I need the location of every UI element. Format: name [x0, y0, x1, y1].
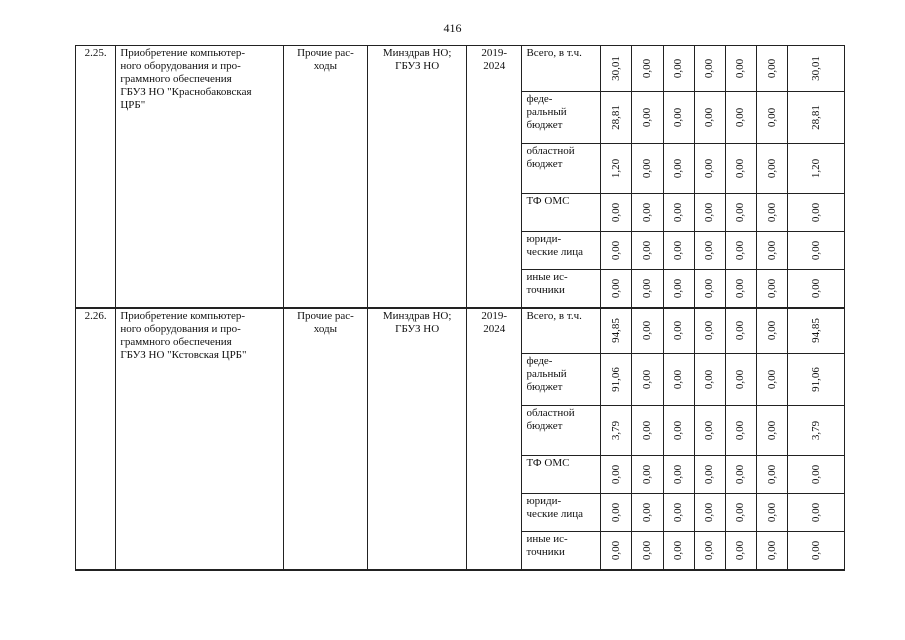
- value-text: 0,00: [809, 278, 822, 298]
- value-cell: [788, 406, 845, 456]
- value-cell: [757, 354, 788, 406]
- value-cell: [694, 270, 725, 308]
- value-text: 0,00: [703, 464, 716, 485]
- value-text: 0,00: [809, 540, 822, 560]
- value-cell: [663, 532, 694, 570]
- value-cell: [726, 494, 757, 532]
- value-text: 0,00: [609, 540, 622, 560]
- value-text: 3,79: [609, 420, 622, 441]
- funding-source: иные ис- точники: [522, 532, 601, 570]
- funding-source: феде- ральный бюджет: [522, 92, 601, 144]
- value-text: 0,00: [734, 321, 747, 341]
- value-text: 28,81: [609, 105, 622, 130]
- value-cell: [726, 270, 757, 308]
- item-name: Приобретение компьютер- ного оборудования и про- граммного обеспечения ГБУЗ НО "Краснобаковская ЦРБ": [116, 46, 283, 308]
- value-cell: [694, 92, 725, 144]
- funding-source: юриди- ческие лица: [522, 232, 601, 270]
- value-cell: [663, 92, 694, 144]
- value-text: 0,00: [640, 278, 653, 298]
- value-text: 0,00: [734, 58, 747, 79]
- value-cell: [663, 144, 694, 194]
- value-cell: [632, 270, 663, 308]
- value-text: 28,81: [809, 105, 822, 130]
- value-cell: [601, 194, 632, 232]
- value-cell: [694, 406, 725, 456]
- value-text: 0,00: [703, 540, 716, 560]
- value-cell: [694, 532, 725, 570]
- value-cell: [601, 532, 632, 570]
- value-cell: [726, 232, 757, 270]
- value-text: 0,00: [703, 158, 716, 179]
- value-text: 0,00: [765, 58, 778, 79]
- value-cell: [726, 144, 757, 194]
- value-cell: [663, 232, 694, 270]
- funding-source: областной бюджет: [522, 144, 601, 194]
- funding-source: областной бюджет: [522, 406, 601, 456]
- value-text: 0,00: [703, 502, 716, 523]
- value-cell: [757, 232, 788, 270]
- value-cell: [757, 532, 788, 570]
- value-text: 0,00: [703, 107, 716, 128]
- funding-source: Всего, в т.ч.: [522, 46, 601, 92]
- executor: Минздрав НО; ГБУЗ НО: [368, 46, 467, 308]
- value-text: 0,00: [703, 58, 716, 79]
- item-name: Приобретение компьютер- ного оборудования и про- граммного обеспечения ГБУЗ НО "Кстовская ЦРБ": [116, 308, 283, 570]
- value-cell: [694, 46, 725, 92]
- value-text: 0,00: [640, 464, 653, 485]
- value-text: 0,00: [703, 420, 716, 441]
- value-cell: [601, 494, 632, 532]
- value-text: 0,00: [640, 240, 653, 261]
- value-text: 0,00: [640, 369, 653, 390]
- value-text: 0,00: [672, 369, 685, 390]
- value-cell: [694, 308, 725, 354]
- value-cell: [694, 494, 725, 532]
- funding-source: Всего, в т.ч.: [522, 308, 601, 354]
- value-text: 0,00: [703, 321, 716, 341]
- value-text: 0,00: [640, 321, 653, 341]
- value-text: 1,20: [809, 158, 822, 179]
- value-text: 0,00: [734, 502, 747, 523]
- value-cell: [694, 354, 725, 406]
- value-text: 94,85: [809, 318, 822, 344]
- value-cell: [788, 92, 845, 144]
- value-cell: [726, 308, 757, 354]
- value-text: 0,00: [703, 202, 716, 223]
- value-text: 0,00: [703, 240, 716, 261]
- value-cell: [632, 354, 663, 406]
- value-text: 0,00: [672, 107, 685, 128]
- value-cell: [632, 194, 663, 232]
- period: 2019- 2024: [467, 46, 522, 308]
- value-cell: [601, 354, 632, 406]
- value-cell: [726, 46, 757, 92]
- value-text: 0,00: [809, 202, 822, 223]
- value-text: 0,00: [672, 202, 685, 223]
- value-text: 0,00: [609, 502, 622, 523]
- value-text: 0,00: [703, 278, 716, 298]
- value-text: 91,06: [609, 367, 622, 392]
- value-cell: [788, 456, 845, 494]
- value-text: 0,00: [809, 464, 822, 485]
- value-text: 0,00: [765, 240, 778, 261]
- value-text: 0,00: [672, 502, 685, 523]
- value-cell: [601, 456, 632, 494]
- value-cell: [663, 194, 694, 232]
- budget-table: [75, 45, 845, 571]
- value-cell: [757, 270, 788, 308]
- funding-source: ТФ ОМС: [522, 456, 601, 494]
- table-row: [76, 46, 845, 92]
- value-text: 0,00: [640, 158, 653, 179]
- value-text: 1,20: [609, 158, 622, 179]
- value-text: 0,00: [640, 202, 653, 223]
- item-number: 2.26.: [76, 308, 116, 570]
- value-cell: [726, 354, 757, 406]
- value-cell: [601, 406, 632, 456]
- value-cell: [788, 46, 845, 92]
- value-text: 0,00: [765, 107, 778, 128]
- value-cell: [726, 456, 757, 494]
- item-number: 2.25.: [76, 46, 116, 308]
- value-cell: [726, 92, 757, 144]
- value-cell: [757, 494, 788, 532]
- expense-type: Прочие рас- ходы: [283, 46, 368, 308]
- value-cell: [601, 92, 632, 144]
- value-cell: [601, 270, 632, 308]
- value-cell: [788, 194, 845, 232]
- value-cell: [663, 308, 694, 354]
- value-text: 0,00: [765, 321, 778, 341]
- value-cell: [757, 308, 788, 354]
- value-cell: [788, 354, 845, 406]
- value-cell: [757, 456, 788, 494]
- value-cell: [663, 354, 694, 406]
- value-cell: [601, 46, 632, 92]
- table-row: [76, 308, 845, 354]
- value-text: 0,00: [672, 464, 685, 485]
- value-cell: [632, 144, 663, 194]
- value-cell: [788, 144, 845, 194]
- value-text: 0,00: [765, 202, 778, 223]
- executor: Минздрав НО; ГБУЗ НО: [368, 308, 467, 570]
- value-text: 30,01: [609, 56, 622, 81]
- value-text: 0,00: [765, 502, 778, 523]
- value-cell: [663, 456, 694, 494]
- value-cell: [757, 46, 788, 92]
- value-cell: [726, 194, 757, 232]
- value-cell: [788, 532, 845, 570]
- value-cell: [788, 494, 845, 532]
- value-text: 0,00: [765, 278, 778, 298]
- value-text: 30,01: [809, 56, 822, 81]
- value-cell: [694, 144, 725, 194]
- value-cell: [757, 194, 788, 232]
- value-text: 0,00: [672, 240, 685, 261]
- value-text: 0,00: [765, 464, 778, 485]
- value-cell: [601, 232, 632, 270]
- value-text: 3,79: [809, 420, 822, 441]
- value-cell: [632, 92, 663, 144]
- expense-type: Прочие рас- ходы: [283, 308, 368, 570]
- value-cell: [632, 46, 663, 92]
- value-cell: [694, 456, 725, 494]
- value-cell: [726, 406, 757, 456]
- funding-source: иные ис- точники: [522, 270, 601, 308]
- value-text: 0,00: [609, 240, 622, 261]
- value-text: 0,00: [734, 107, 747, 128]
- value-cell: [632, 494, 663, 532]
- value-text: 0,00: [809, 502, 822, 523]
- value-cell: [757, 406, 788, 456]
- funding-source: ТФ ОМС: [522, 194, 601, 232]
- value-text: 0,00: [640, 420, 653, 441]
- value-text: 0,00: [672, 278, 685, 298]
- value-text: 0,00: [765, 540, 778, 560]
- value-cell: [788, 270, 845, 308]
- value-cell: [632, 308, 663, 354]
- value-cell: [788, 232, 845, 270]
- value-text: 0,00: [672, 58, 685, 79]
- value-cell: [663, 46, 694, 92]
- value-cell: [663, 406, 694, 456]
- value-cell: [632, 406, 663, 456]
- period: 2019- 2024: [467, 308, 522, 570]
- value-cell: [601, 144, 632, 194]
- funding-source: юриди- ческие лица: [522, 494, 601, 532]
- value-text: 0,00: [640, 502, 653, 523]
- value-cell: [694, 232, 725, 270]
- value-text: 0,00: [672, 321, 685, 341]
- value-text: 0,00: [640, 540, 653, 560]
- value-text: 0,00: [734, 420, 747, 441]
- value-text: 0,00: [734, 369, 747, 390]
- value-text: 91,06: [809, 367, 822, 392]
- value-cell: [632, 532, 663, 570]
- value-text: 0,00: [765, 158, 778, 179]
- value-cell: [726, 532, 757, 570]
- value-cell: [663, 494, 694, 532]
- value-text: 0,00: [640, 58, 653, 79]
- value-text: 0,00: [672, 540, 685, 560]
- value-text: 0,00: [672, 158, 685, 179]
- value-text: 0,00: [640, 107, 653, 128]
- value-text: 0,00: [734, 158, 747, 179]
- value-cell: [757, 144, 788, 194]
- value-cell: [632, 232, 663, 270]
- value-text: 0,00: [609, 202, 622, 223]
- value-text: 0,00: [765, 369, 778, 390]
- value-text: 0,00: [672, 420, 685, 441]
- value-cell: [757, 92, 788, 144]
- value-text: 0,00: [765, 420, 778, 441]
- value-text: 0,00: [734, 202, 747, 223]
- value-text: 0,00: [734, 540, 747, 560]
- value-cell: [632, 456, 663, 494]
- value-text: 0,00: [734, 278, 747, 298]
- value-text: 94,85: [609, 318, 622, 344]
- value-cell: [694, 194, 725, 232]
- value-text: 0,00: [609, 464, 622, 485]
- value-cell: [663, 270, 694, 308]
- value-text: 0,00: [734, 464, 747, 485]
- value-cell: [601, 308, 632, 354]
- page-number: 416: [443, 21, 462, 35]
- value-text: 0,00: [809, 240, 822, 261]
- value-text: 0,00: [734, 240, 747, 261]
- funding-source: феде- ральный бюджет: [522, 354, 601, 406]
- value-text: 0,00: [609, 278, 622, 298]
- value-cell: [788, 308, 845, 354]
- value-text: 0,00: [703, 369, 716, 390]
